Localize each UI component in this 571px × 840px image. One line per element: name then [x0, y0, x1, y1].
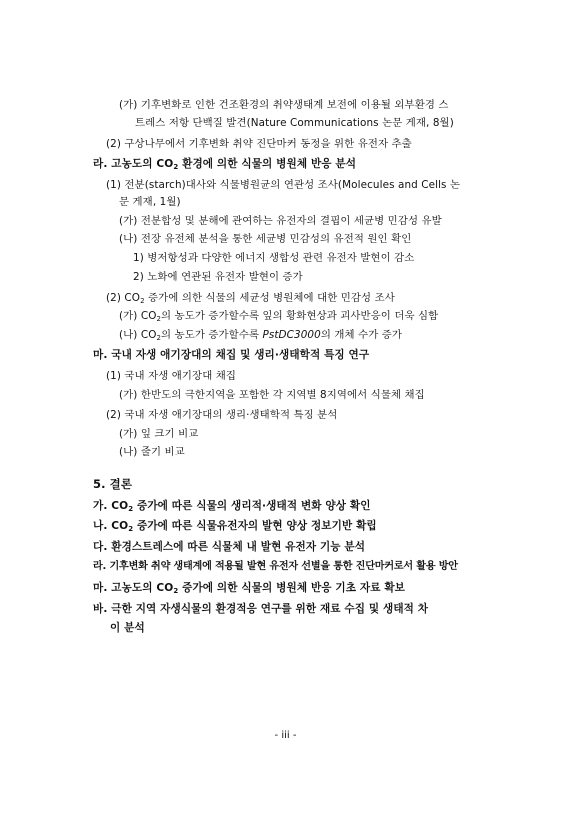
- conclusion-item: 가. $CO_2$ 증가에 따른 식물의 생리적·생태적 변화 양상 확인: [93, 500, 371, 513]
- text-line: (1) 국내 자생 애기장대 채집: [106, 370, 237, 382]
- page-number: - iii -: [274, 730, 297, 741]
- text-line: (가) 한반도의 극한지역을 포함한 각 지역별 8지역에서 식물체 채집: [119, 389, 425, 401]
- text-line: 1) 병저항성과 다양한 에너지 생합성 관련 유전자 발현이 감소: [133, 252, 415, 264]
- text-line: (2) $CO_2$ 증가에 의한 식물의 세균성 병원체에 대한 민감성 조사: [106, 292, 395, 305]
- conclusion-item: 마. 고농도의 $CO_2$ 증가에 의한 식물의 병원체 반응 기초 자료 확보: [93, 582, 405, 595]
- conclusion-item: 바. 극한 지역 자생식물의 환경적응 연구를 위한 재료 수집 및 생태적 차: [93, 603, 429, 615]
- text-line: 2) 노화에 연관된 유전자 발현이 증가: [133, 271, 303, 283]
- section-heading: 마. 국내 자생 애기장대의 채집 및 생리·생태학적 특징 연구: [93, 349, 370, 361]
- conclusion-item: 다. 환경스트레스에 따른 식물체 내 발현 유전자 기능 분석: [93, 541, 366, 553]
- section-title: 5. 결론: [93, 477, 133, 491]
- text-line: (가) $CO_2$의 농도가 증가할수록 잎의 황화현상과 괴사반응이 더욱 심함: [119, 310, 439, 323]
- text-line: (나) 전장 유전체 분석을 통한 세균병 민감성의 유전적 원인 확인: [119, 233, 412, 245]
- text-line: (가) 기후변화로 인한 건조환경의 취약생태계 보전에 이용될 외부환경 스: [119, 99, 449, 111]
- conclusion-item: 이 분석: [110, 622, 145, 634]
- text-line: (나) $CO_2$의 농도가 증가할수록 PstDC3000의 개체 수가 증가: [119, 329, 403, 342]
- text-line: 트레스 저항 단백질 발견(Nature Communications 논문 게재, 8월): [135, 117, 454, 129]
- text-line: (1) 전분(starch)대사와 식물병원균의 연관성 조사(Molecules and Cells 논: [106, 179, 461, 191]
- text-line: (2) 국내 자생 애기장대의 생리·생태학적 특징 분석: [106, 409, 338, 421]
- text-line: (가) 전분합성 및 분해에 관여하는 유전자의 결핍이 세균병 민감성 유발: [119, 215, 442, 227]
- text-line: 문 게재, 1월): [119, 196, 181, 208]
- section-heading: 라. 고농도의 $CO_2$ 환경에 의한 식물의 병원체 반응 분석: [93, 158, 357, 171]
- text-line: (나) 줄기 비교: [119, 446, 185, 458]
- text-line: (가) 잎 크기 비교: [119, 428, 199, 440]
- text-line: (2) 구상나무에서 기후변화 취약 진단마커 동정을 위한 유전자 추출: [106, 138, 412, 150]
- conclusion-item: 나. $CO_2$ 증가에 따른 식물유전자의 발현 양상 정보기반 확립: [93, 520, 377, 533]
- conclusion-item: 라. 기후변화 취약 생태계에 적용될 발현 유전자 선별을 통한 진단마커로서 활용 방안: [93, 561, 458, 572]
